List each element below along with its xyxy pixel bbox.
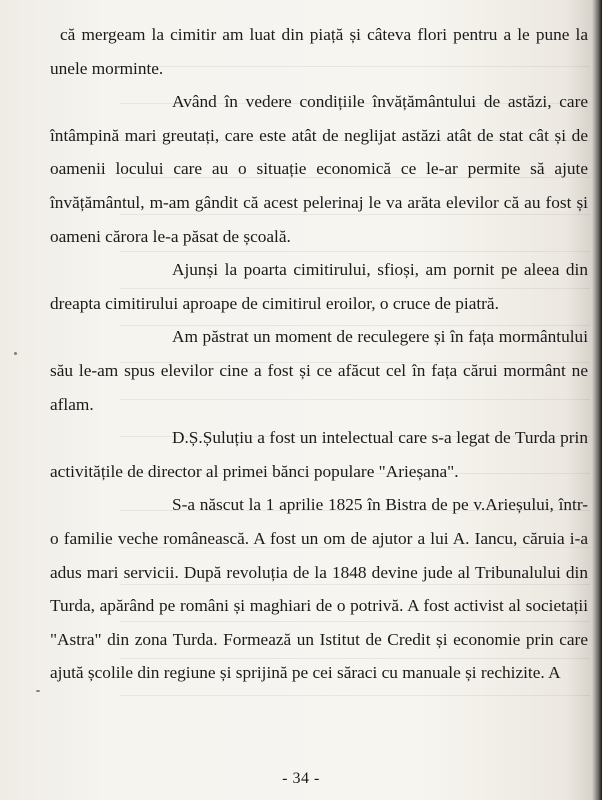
paragraph-1: că mergeam la cimitir am luat din piață și câteva flori pentru a le pune la unele morminte.	[50, 25, 588, 78]
body-text	[50, 18, 588, 690]
paragraph-5: D.Ș.Șuluțiu a fost un intelectual care s-a legat de Turda prin activitățile de director al primei bănci populare "Arieșana".	[50, 428, 588, 481]
binding-shadow	[592, 0, 602, 800]
paragraph-2: Având în vedere condițiile învățământului de astăzi, care întâmpină mari greutați, care este atât de neglijat astăzi atât de stat cât și de oamenii locului care au o situație economică ce le-ar permite să ajute învățământul, m-am gândit că acest pelerinaj le va arăta elevilor că au fost și oameni cărora le-a păsat de școală.	[50, 92, 588, 246]
paragraph-4: Am păstrat un moment de reculegere și în fața mormântului său le-am spus elevilor cine a fost și ce afăcut cel în fața cărui mormânt ne aflam.	[50, 327, 588, 414]
page-number: - 34 -	[282, 770, 320, 787]
paragraph-3: Ajunși la poarta cimitirului, sfioși, am pornit pe aleea din dreapta cimitirului aproape de cimitirul eroilor, o cruce de piatră.	[50, 260, 588, 313]
paragraph-6: S-a născut la 1 aprilie 1825 în Bistra de pe v.Arieșului, într-o familie veche românească. A fost un om de ajutor a lui A. Iancu, căruia i-a adus mari servicii. După revoluția de la 1848 devine jude al Tribunalului din Turda, apărând pe români și maghiari de o potrivă. A fost activist al societații "Astra" din zona Turda. Formează un Istitut de Credit și economie prin care ajută școlile din regiune și sprijină pe cei săraci cu manuale și rechizite. A	[50, 495, 588, 683]
paper-speck	[36, 690, 40, 692]
paper-speck	[14, 352, 17, 355]
